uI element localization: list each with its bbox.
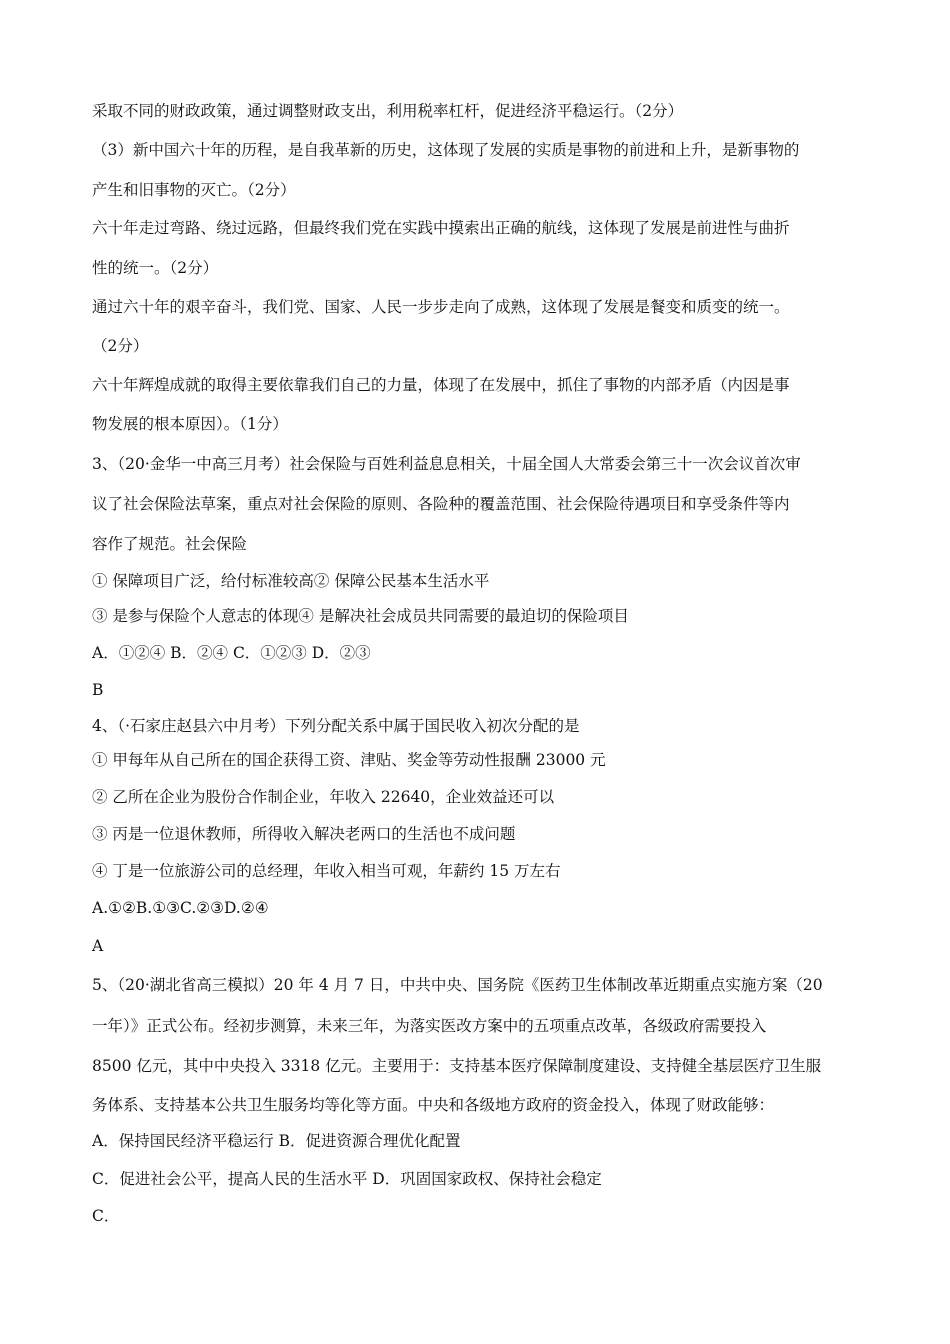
option-line: ① 甲每年从自己所在的国企获得工资、津贴、奖金等劳动性报酬 23000 元	[92, 751, 606, 769]
text-line: 物发展的根本原因）。（1分）	[92, 415, 288, 433]
option-line: ③ 是参与保险个人意志的体现④ 是解决社会成员共同需要的最迫切的保险项目	[92, 607, 629, 625]
option-line: C．促进社会公平，提高人民的生活水平 D．巩固国家政权、保持社会稳定	[92, 1170, 602, 1188]
text-line: 通过六十年的艰辛奋斗，我们党、国家、人民一步步走向了成熟，这体现了发展是餐变和质变的统一。	[92, 298, 790, 316]
choices: A.①②B.①③C.②③D.②④	[92, 899, 269, 917]
text-line: 六十年走过弯路、绕过远路，但最终我们党在实践中摸索出正确的航线，这体现了发展是前进性与曲折	[92, 219, 790, 237]
option-line: ② 乙所在企业为股份合作制企业，年收入 22640，企业效益还可以	[92, 788, 555, 806]
option-line: ① 保障项目广泛，给付标准较高② 保障公民基本生活水平	[92, 572, 490, 590]
answer: C．	[92, 1207, 120, 1225]
choices: A．①②④ B．②④ C．①②③ D．②③	[92, 644, 371, 662]
text-line: （3）新中国六十年的历程，是自我革新的历史，这体现了发展的实质是事物的前进和上升，是新事物的	[92, 141, 800, 159]
option-line: A．保持国民经济平稳运行 B．促进资源合理优化配置	[92, 1132, 461, 1150]
text-line: 六十年辉煌成就的取得主要依靠我们自己的力量，体现了在发展中，抓住了事物的内部矛盾（内因是事	[92, 376, 790, 394]
text-line: 务体系、支持基本公共卫生服务均等化等方面。中央和各级地方政府的资金投入，体现了财政能够：	[92, 1096, 775, 1114]
question-3: 3、（20·金华一中高三月考）社会保险与百姓利益息息相关，十届全国人大常委会第三十一次会议首次审	[92, 455, 801, 473]
question-4: 4、（·石家庄赵县六中月考）下列分配关系中属于国民收入初次分配的是	[92, 717, 580, 735]
text-line: （2分）	[92, 337, 149, 355]
text-line: 产生和旧事物的灭亡。（2分）	[92, 181, 296, 199]
text-line: 容作了规范。社会保险	[92, 535, 248, 553]
option-line: ④ 丁是一位旅游公司的总经理，年收入相当可观，年薪约 15 万左右	[92, 862, 561, 880]
text-line: 性的统一。（2分）	[92, 259, 219, 277]
text-line: 议了社会保险法草案，重点对社会保险的原则、各险种的覆盖范围、社会保险待遇项目和享受条件等内	[92, 495, 790, 513]
option-line: ③ 丙是一位退休教师，所得收入解决老两口的生活也不成问题	[92, 825, 516, 843]
answer: A	[92, 937, 104, 955]
question-5: 5、（20·湖北省高三模拟）20 年 4 月 7 日，中共中央、国务院《医药卫生体制改革近期重点实施方案（20	[92, 976, 823, 994]
answer: B	[92, 681, 104, 699]
text-line: 8500 亿元，其中中央投入 3318 亿元。主要用于：支持基本医疗保障制度建设、支持健全基层医疗卫生服	[92, 1057, 822, 1075]
text-line: 一年）》正式公布。经初步测算，未来三年，为落实医改方案中的五项重点改革，各级政府需要投入	[92, 1017, 767, 1035]
text-line: 采取不同的财政政策，通过调整财政支出，利用税率杠杆，促进经济平稳运行。（2分）	[92, 102, 684, 120]
